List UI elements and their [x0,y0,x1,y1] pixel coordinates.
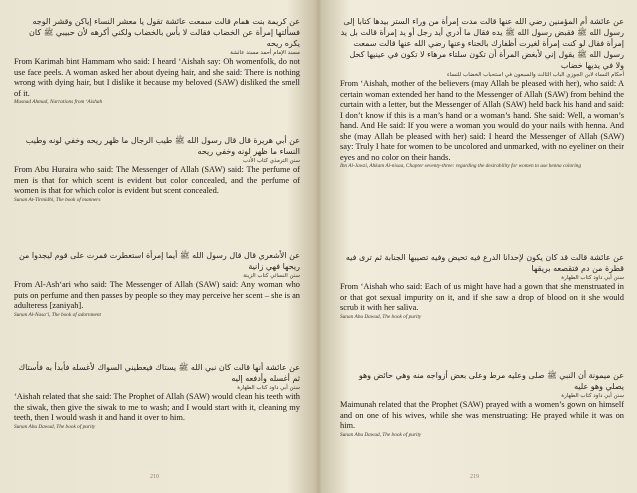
english-text: From Al-Ash‘ari who said: The Messenger of Allah (SAW) said: Any woman who puts on perfume and then passes by people so they may perceive her scent – she is an adulteress [zaniyah]. [14,280,300,310]
english-text: Maimunah related that the Prophet (SAW) prayed with a women’s gown on himself and on one of his wives, while she was menstruating: He prayed while it was on him. [340,400,624,430]
english-text: From Abu Huraira who said: The Messenger of Allah (SAW) said: The perfume of men is that for which scent is evident but color concealed, and the perfume of women is that for which color is evident but scent concealed. [14,165,300,195]
source-citation: Sunan Abu Dawud, The book of purity [340,431,422,438]
arabic-text: عن عائشة قالت قد كان يكون لإحدانا الدرع فيه تحيض وفيه تصيبها الجنابة ثم ترى فيه قطرة من دم فتقصعه بريقها [345,253,624,273]
source-citation: Musnad Ahmad, Narrations from ‘Aishah [14,99,103,105]
right-page [320,0,637,493]
hadith-entry-4 [14,362,300,431]
hadith-entry-1 [14,16,300,106]
arabic-source: مسند الإمام أحمد مسند عائشة [230,50,300,56]
arabic-text: عن الأشعري قال قال رسول الله ﷺ أيما إمرأة استعطرت فمرت على قوم ليجدوا من ريحها فهي زانية [18,251,300,271]
english-text: From ‘Aishah who said: Each of us might have had a gown that she menstruated in or that got sexual impurity on it, and if she saw a drop of blood on it she would scrub it with her saliva. [340,282,624,312]
hadith-entry-1 [340,16,624,170]
source-citation: Ibn Al-Jawzi, Ahkam Al-nisaa, Chapter seventy-three: regarding the desirability for women to use henna coloring [340,163,581,169]
hadith-entry-3 [14,250,300,319]
arabic-source: سنن النسائي كتاب الزينة [243,273,300,279]
source-citation: Sunan Al-Nasa‘i, The book of adornment [14,311,102,318]
english-text: ‘Aishah related that she said: The Prophet of Allah (SAW) would clean his teeth with the siwak, then give the siwak to me to wash; and I would start with it, cleaning my teeth, then I would wash it and hand it over to him. [14,392,300,422]
left-page [0,0,312,493]
source-citation: Sunan Abu Dawud, The book of purity [14,423,96,430]
arabic-source: سنن أبي داود كتاب الطهارة [237,385,300,391]
page-number: 219 [470,474,479,480]
arabic-text: عن عائشة أنها قالت كان نبي الله ﷺ يستاك فيعطيني السواك لأغسله فأبدأ به فأستاك ثم أغسله وأدفعه إليه [18,363,300,383]
hadith-entry-2 [14,135,300,204]
source-citation: Sunan At-Tirmidhi, The book of manners [14,196,101,203]
arabic-text: عن كريمة بنت همام قالت سمعت عائشة تقول يا معشر النساء إياكن وقشر الوجه فسألتها إمرأة عن الخضاب فقالت لا بأس بالخضاب ولكني أكرهه لأن حبيبي ﷺ كان يكره ريحه [29,17,300,48]
english-text: From ‘Aishah, mother of the believers (may Allah be pleased with her), who said: A certain woman extended her hand to the Messenger of Allah (SAW) from behind the curtain with a letter, but the Messenger of Allah (SAW) held back his hand and said: I don’t know if this is a man’s hand or a woman’s hand. She said: Well, a woman’s hand. And He said: If you were a woman you would do your nails with henna. And she (may Allah be pleased with her) said: I heard the Messenger of Allah (SAW) say: Truly I hate for women to be uncolored and unmarked, with no eyeliner on their eyes and no color on their hands. [340,79,624,162]
arabic-source: سنن أبي داود كتاب الطهارة [561,275,624,281]
arabic-source: سنن الترمذي كتاب الأدب [242,158,300,164]
arabic-text: عن ميمونة أن النبي ﷺ صلى وعليه مرط وعلى بعض أزواجه منه وهي حائض وهو يصلي وهو عليه [358,371,624,391]
english-text: From Karimah bint Hammam who said: I heard ‘Aishah say: Oh womenfolk, do not use face peels. A woman asked her about dyeing hair, and she said: There is nothing wrong with dying hair, but I dislike it because my beloved (SAW) disliked the smell of it. [14,57,300,98]
arabic-text: عن أبي هريرة قال قال رسول الله ﷺ طيب الرجال ما ظهر ريحه وخفي لونه وطيب النساء ما ظهر لونه وخفي ريحه [25,136,300,156]
hadith-entry-3 [340,370,624,439]
arabic-text: عن عائشة أم المؤمنين رضي الله عنها قالت مدت إمرأة من وراء الستر بيدها كتابا إلى رسول الله ﷺ فقبض رسول الله ﷺ يده فقال ما أدري أيد رجل أو يد إمرأة قالت بل يد إمرأة فقال لو كنت إمرأة لغيرت أظفارك بالحناء وعنها رضي الله عنها قالت سمعت رسول الله ﷺ يقول إني لأبغض المرأة أن تكون سلتاء مرهاء لا تكون في عينيها كحل ولا في يديها خضاب [340,17,624,70]
arabic-source: أحكام النساء لابن الجوزي الباب الثالث والسبعون في استحباب الخضاب للنساء [446,72,624,78]
page-number: 210 [150,474,159,480]
source-citation: Sunan Abu Dawud, The book of purity [340,313,422,320]
arabic-source: سنن أبي داود كتاب الطهارة [561,393,624,399]
hadith-entry-2 [340,252,624,321]
